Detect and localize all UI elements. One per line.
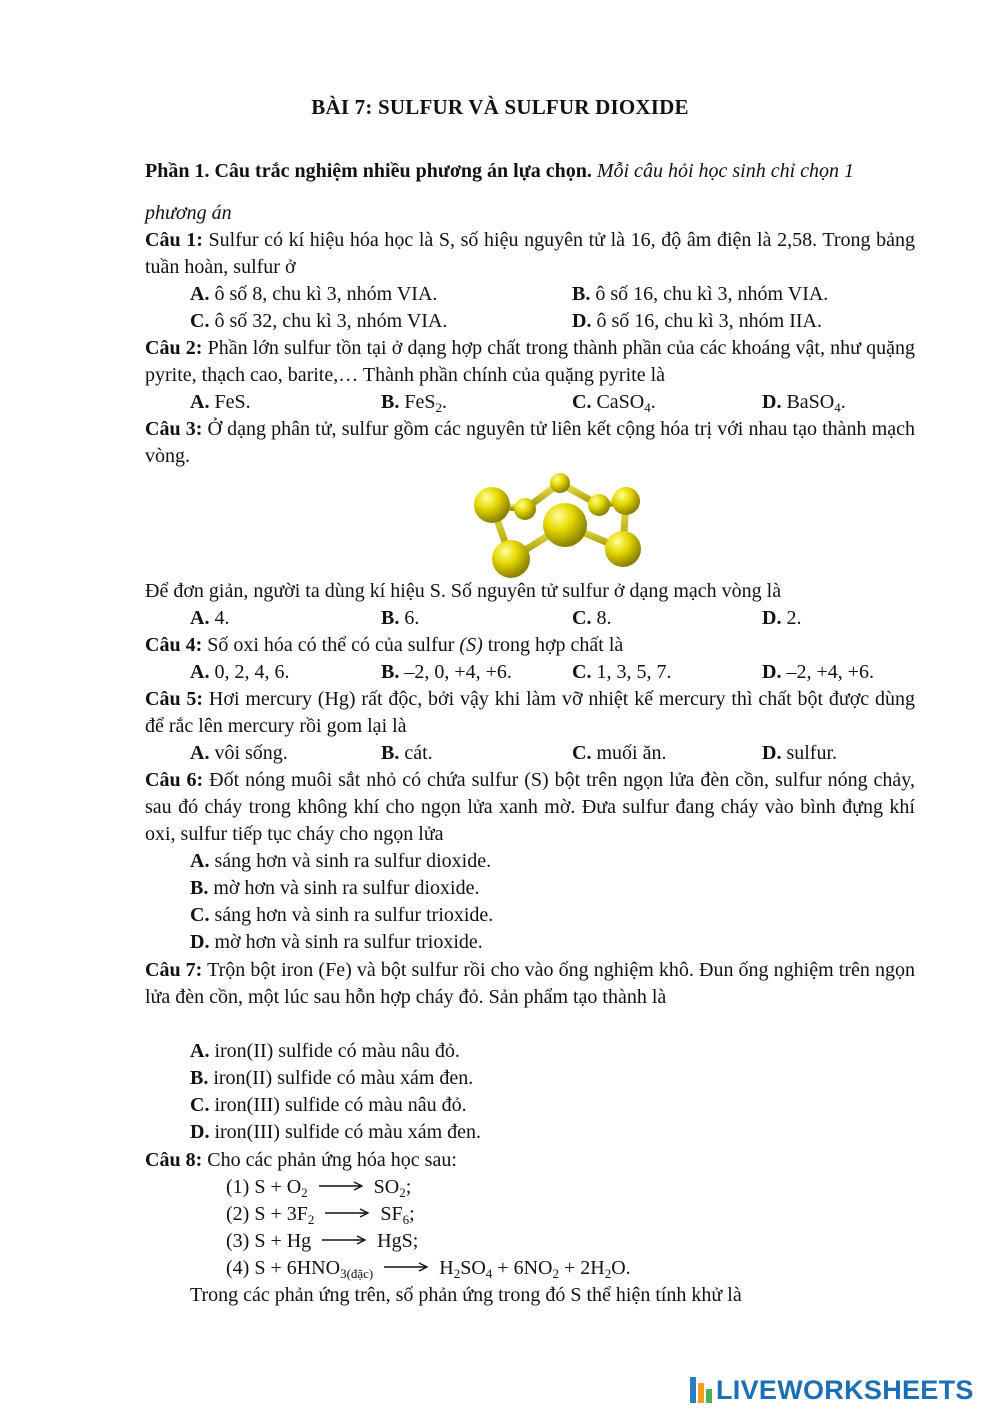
q3-option-a[interactable]: A. 4. (190, 607, 230, 629)
question-6 (145, 767, 915, 848)
q1-option-d[interactable]: D. ô số 16, chu kì 3, nhóm IIA. (572, 310, 822, 332)
q7-option-b[interactable]: B. iron(II) sulfide có màu xám đen. (190, 1067, 474, 1089)
q5-option-d[interactable]: D. sulfur. (762, 742, 838, 764)
question-text: Hơi mercury (Hg) rất độc, bởi vậy khi làm vỡ nhiệt kế mercury thì chất bột được dùng để rắc lên mercury rồi gom lại là (145, 688, 915, 737)
sulfur-atom (474, 487, 510, 523)
q6-option-a[interactable]: A. sáng hơn và sinh ra sulfur dioxide. (190, 850, 492, 872)
q2-option-c[interactable]: C. CaSO$_4$. (572, 391, 656, 415)
q1-option-c[interactable]: C. ô số 32, chu kì 3, nhóm VIA. (190, 310, 448, 332)
question-text: Sulfur có kí hiệu hóa học là S, số hiệu nguyên tử là 16, độ âm điện là 2,58. Trong bảng tuần hoàn, sulfur ở (145, 229, 916, 278)
q1-option-a[interactable]: A. ô số 8, chu kì 3, nhóm VIA. (190, 283, 438, 305)
section-heading-instruction: Mỗi câu hỏi học sinh chỉ chọn 1 phương án (145, 160, 855, 224)
sulfur-atom (492, 540, 530, 578)
q2-option-a[interactable]: A. FeS. (190, 391, 251, 413)
question-label: Câu 6: (145, 769, 204, 791)
question-text: Đốt nóng muôi sắt nhỏ có chứa sulfur (S) bột trên ngọn lửa đèn cồn, sulfur nóng chảy, sau đó cháy trong không khí cho ngọn lửa xanh mờ. Đưa sulfur đang cháy vào bình đựng khí oxi, sulfur tiếp tục cháy cho ngọn lửa (145, 769, 915, 845)
question-label: Câu 1: (145, 229, 203, 251)
question-label: Câu 7: (145, 959, 203, 981)
question-2 (145, 335, 915, 389)
question-label: Câu 4: (145, 634, 203, 656)
question-label: Câu 3: (145, 418, 203, 440)
q2-option-d[interactable]: D. BaSO$_4$. (762, 391, 846, 415)
q3-option-c[interactable]: C. 8. (572, 607, 612, 629)
question-5 (145, 686, 915, 740)
reaction-arrow-icon (325, 1208, 369, 1218)
section-heading (145, 150, 915, 234)
q6-option-b[interactable]: B. mờ hơn và sinh ra sulfur dioxide. (190, 877, 480, 899)
question-label: Câu 2: (145, 337, 203, 359)
liveworksheets-logo-icon (690, 1377, 712, 1403)
question-label: Câu 8: (145, 1149, 203, 1171)
q2-option-b[interactable]: B. FeS$_2$. (381, 391, 447, 415)
q6-option-d[interactable]: D. mờ hơn và sinh ra sulfur trioxide. (190, 931, 483, 953)
question-text: Cho các phản ứng hóa học sau: (207, 1149, 457, 1171)
question-3 (145, 416, 915, 470)
question-3-prompt: Để đơn giản, người ta dùng kí hiệu S. Số nguyên tử sulfur ở dạng mạch vòng là (145, 580, 782, 602)
sulfur-atom (550, 473, 570, 493)
q7-option-d[interactable]: D. iron(III) sulfide có màu xám đen. (190, 1121, 482, 1143)
q3-option-d[interactable]: D. 2. (762, 607, 802, 629)
brand-text: LIVEWORKSHEETS (716, 1374, 974, 1405)
q5-option-a[interactable]: A. vôi sống. (190, 742, 288, 764)
sulfur-ring-molecule-image (468, 467, 648, 579)
sulfur-atom (514, 498, 536, 520)
sulfur-atom (605, 531, 641, 567)
q7-option-a[interactable]: A. iron(II) sulfide có màu nâu đỏ. (190, 1040, 460, 1062)
question-1 (145, 227, 915, 281)
question-8 (145, 1147, 915, 1174)
sulfur-atom (588, 494, 610, 516)
reaction-3: (3) S + Hg HgS; (226, 1230, 419, 1252)
reaction-arrow-icon (384, 1262, 428, 1272)
sulfur-atom (543, 503, 587, 547)
question-7 (145, 957, 915, 1011)
q1-option-b[interactable]: B. ô số 16, chu kì 3, nhóm VIA. (572, 283, 829, 305)
q6-option-c[interactable]: C. sáng hơn và sinh ra sulfur trioxide. (190, 904, 494, 926)
reaction-2: (2) $S + 3F_2$ $SF_6$; (226, 1203, 415, 1227)
reaction-arrow-icon (322, 1235, 366, 1245)
sulfur-atom (612, 487, 640, 515)
question-text: Phần lớn sulfur tồn tại ở dạng hợp chất trong thành phần của các khoáng vật, như quặng pyrite, thạch cao, barite,… Thành phần chính của quặng pyrite là (145, 337, 916, 386)
reaction-1: (1) $S + O_2$ $SO_2$; (226, 1176, 412, 1200)
q7-option-c[interactable]: C. iron(III) sulfide có màu nâu đỏ. (190, 1094, 467, 1116)
question-8-prompt: Trong các phản ứng trên, số phản ứng trong đó S thể hiện tính khử là (190, 1284, 742, 1306)
question-text: Ở dạng phân tử, sulfur gồm các nguyên tử liên kết cộng hóa trị với nhau tạo thành mạch vòng. (145, 418, 916, 467)
q5-option-c[interactable]: C. muối ăn. (572, 742, 667, 764)
q4-option-d[interactable]: D. –2, +4, +6. (762, 661, 875, 683)
page-title: BÀI 7: SULFUR VÀ SULFUR DIOXIDE (311, 95, 689, 119)
question-label: Câu 5: (145, 688, 204, 710)
liveworksheets-logo (690, 1375, 974, 1405)
q4-option-b[interactable]: B. –2, 0, +4, +6. (381, 661, 512, 683)
section-heading-bold: Phần 1. Câu trắc nghiệm nhiều phương án lựa chọn. (145, 160, 592, 182)
reaction-4: (4) $S + 6HNO_{3(đặc)}$ $H_2SO_4 + 6NO_2 + 2H_2O$. (226, 1257, 631, 1281)
q4-option-a[interactable]: A. 0, 2, 4, 6. (190, 661, 290, 683)
question-4: Câu 4: Số oxi hóa có thể có của sulfur (S) trong hợp chất là (145, 634, 624, 656)
q5-option-b[interactable]: B. cát. (381, 742, 433, 764)
question-text: Trộn bột iron (Fe) và bột sulfur rồi cho vào ống nghiệm khô. Đun ống nghiệm trên ngọn lửa đèn cồn, một lúc sau hỗn hợp cháy đỏ. Sản phẩm tạo thành là (145, 959, 916, 1008)
reaction-arrow-icon (319, 1181, 363, 1191)
q4-option-c[interactable]: C. 1, 3, 5, 7. (572, 661, 672, 683)
q3-option-b[interactable]: B. 6. (381, 607, 420, 629)
